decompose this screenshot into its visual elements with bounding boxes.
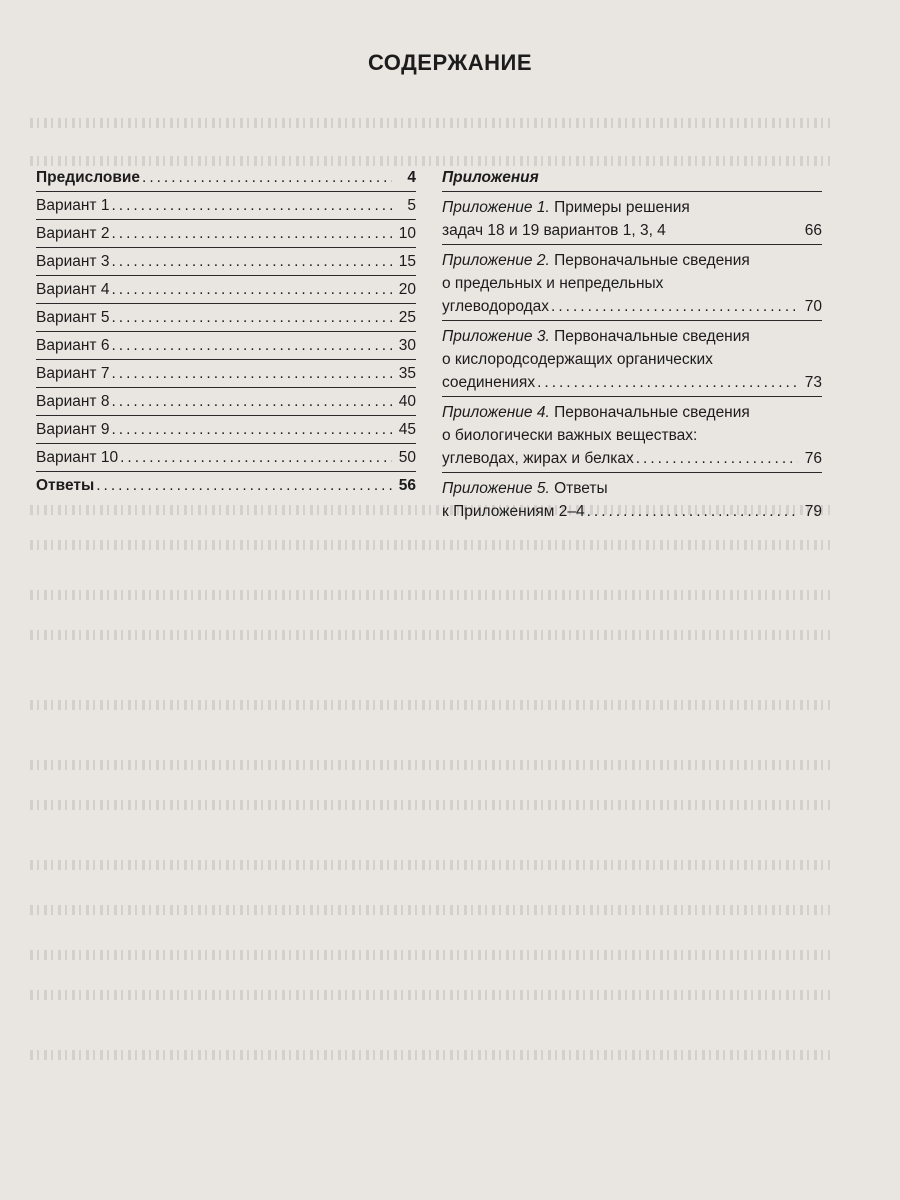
- page-number: 50: [398, 449, 416, 466]
- appendix-prefix: Приложение 5.: [442, 480, 550, 497]
- appendix-title-line: о кислородсодержащих органических: [442, 351, 713, 368]
- dot-leader: [142, 164, 392, 191]
- toc-row: [36, 332, 416, 359]
- bleed-through: [30, 760, 830, 770]
- appendix-title-line: [442, 325, 822, 348]
- bleed-through: [30, 950, 830, 960]
- appendix-last-line: [442, 447, 822, 470]
- bleed-through: [30, 1050, 830, 1060]
- dot-leader: [111, 332, 392, 359]
- toc-label: Вариант 5: [36, 309, 110, 326]
- appendix-title-text: Первоначальные сведения: [549, 404, 750, 421]
- page-number: 35: [398, 365, 416, 382]
- bleed-through: [30, 860, 830, 870]
- bleed-through: [30, 905, 830, 915]
- page-number: 25: [398, 309, 416, 326]
- appendix-title-text: Первоначальные сведения: [549, 252, 750, 269]
- dot-leader: [111, 360, 392, 387]
- appendix-entry: [442, 320, 822, 396]
- dot-leader: [551, 295, 798, 318]
- appendix-title-text: Примеры решения: [549, 199, 690, 216]
- toc-row: [36, 220, 416, 247]
- toc-row: [36, 248, 416, 275]
- bleed-through: [30, 540, 830, 550]
- page-number: 20: [398, 281, 416, 298]
- appendix-entry: [442, 472, 822, 525]
- appendix-title-text: задач 18 и 19 вариантов 1, 3, 4: [442, 222, 666, 239]
- appendix-prefix: Приложение 4.: [442, 404, 550, 421]
- bleed-through: [30, 800, 830, 810]
- toc-row: [36, 164, 416, 191]
- toc-label: Вариант 1: [36, 197, 110, 214]
- toc-row: [36, 388, 416, 415]
- page-number: 5: [407, 197, 416, 214]
- toc-label: Вариант 6: [36, 337, 110, 354]
- dot-leader: [111, 388, 392, 415]
- appendix-title-line: [442, 477, 822, 500]
- appendix-title-text: Первоначальные сведения: [549, 328, 750, 345]
- page-number: 79: [804, 503, 822, 520]
- toc-left-column: [36, 164, 416, 499]
- appendices-header: Приложения: [442, 169, 539, 186]
- dot-leader: [111, 304, 392, 331]
- toc-row: [36, 192, 416, 219]
- page-number: 45: [398, 421, 416, 438]
- toc-label: Вариант 8: [36, 393, 110, 410]
- appendix-last-line: [442, 371, 822, 394]
- appendix-title-line: [442, 196, 822, 219]
- dot-leader: [96, 472, 392, 499]
- appendix-last-line: [442, 500, 822, 523]
- appendix-entry: [442, 396, 822, 472]
- page-title: СОДЕРЖАНИЕ: [367, 50, 533, 75]
- bleed-through: [30, 990, 830, 1000]
- page-number: 40: [398, 393, 416, 410]
- page-number: 30: [398, 337, 416, 354]
- page-number: 4: [407, 169, 416, 186]
- appendix-title-text: углеводах, жирах и белках: [442, 450, 634, 467]
- appendix-title-line: о биологически важных веществах:: [442, 427, 698, 444]
- page-number: 66: [804, 222, 822, 239]
- toc-label: Вариант 3: [36, 253, 110, 270]
- dot-leader: [111, 220, 392, 247]
- bleed-through: [30, 590, 830, 600]
- appendix-entry: [442, 191, 822, 244]
- toc-row: [36, 276, 416, 303]
- dot-leader: [537, 371, 798, 394]
- appendix-title-text: Ответы: [549, 480, 608, 497]
- toc-label: Ответы: [36, 477, 95, 494]
- toc-label: Вариант 2: [36, 225, 110, 242]
- bleed-through: [30, 700, 830, 710]
- page-number: 73: [804, 374, 822, 391]
- appendix-last-line: [442, 295, 822, 318]
- appendix-title-line: о предельных и непредельных: [442, 275, 664, 292]
- appendix-list: [442, 191, 822, 525]
- toc-row: [36, 416, 416, 443]
- appendix-title-text: углеводородах: [442, 298, 550, 315]
- dot-leader: [587, 500, 798, 523]
- toc-row: [36, 360, 416, 387]
- bleed-through: [30, 630, 830, 640]
- toc-row: [36, 304, 416, 331]
- page-number: 15: [398, 253, 416, 270]
- toc-label: Вариант 7: [36, 365, 110, 382]
- appendix-prefix: Приложение 3.: [442, 328, 550, 345]
- toc-right-column: [442, 164, 822, 525]
- bleed-through: [30, 118, 830, 128]
- appendix-title-text: соединениях: [442, 374, 536, 391]
- toc-label: Вариант 10: [36, 449, 119, 466]
- page-number: 10: [398, 225, 416, 242]
- page-number: 76: [804, 450, 822, 467]
- dot-leader: [111, 248, 392, 275]
- toc-row: [36, 472, 416, 499]
- toc-label: Вариант 4: [36, 281, 110, 298]
- appendix-title-text: к Приложениям 2–4: [442, 503, 585, 520]
- page-number: 70: [804, 298, 822, 315]
- toc-label: Вариант 9: [36, 421, 110, 438]
- appendix-last-line: [442, 219, 822, 242]
- toc-row: [36, 444, 416, 471]
- dot-leader: [111, 276, 392, 303]
- dot-leader: [636, 447, 798, 470]
- appendix-prefix: Приложение 1.: [442, 199, 550, 216]
- appendix-title-line: [442, 401, 822, 424]
- appendix-title-line: [442, 249, 822, 272]
- dot-leader: [111, 192, 392, 219]
- appendix-entry: [442, 244, 822, 320]
- dot-leader: [111, 416, 392, 443]
- toc-label: Предисловие: [36, 169, 141, 186]
- page-number: 56: [398, 477, 416, 494]
- dot-leader: [120, 444, 392, 471]
- appendix-prefix: Приложение 2.: [442, 252, 550, 269]
